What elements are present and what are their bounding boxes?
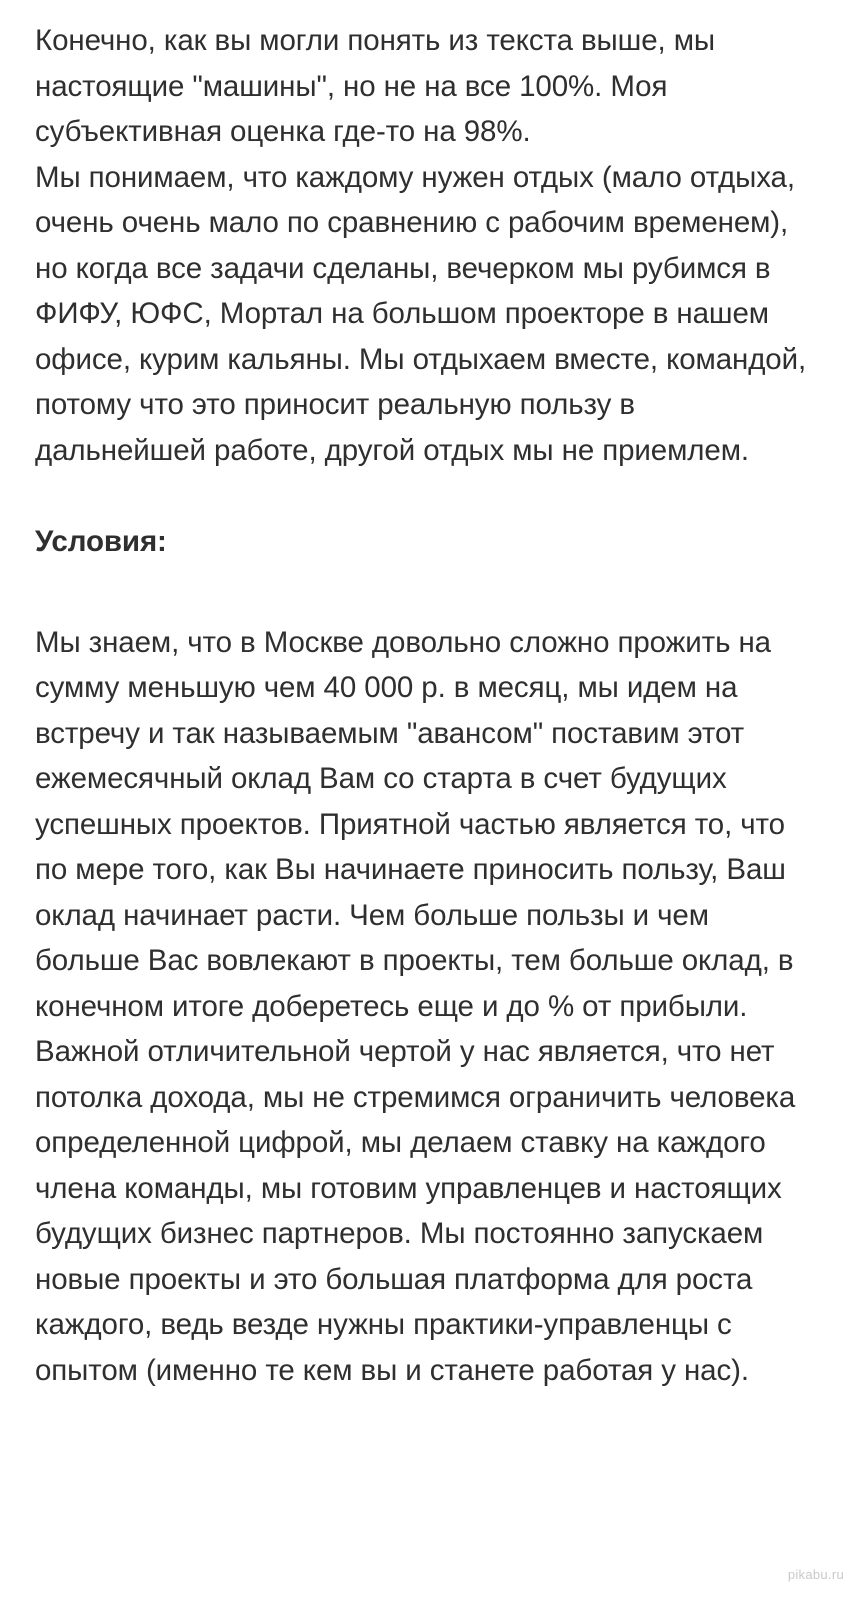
pikabu-watermark: pikabu.ru	[787, 1567, 844, 1582]
paragraph-conditions: Мы знаем, что в Москве довольно сложно прожить на сумму меньшую чем 40 000 р. в месяц, мы идем на встречу и так называемым "авансом" поставим этот ежемесячный оклад Вам со старта в счет будущих успешных проектов. Приятной частью является то, что по мере того, как Вы начинаете приносить пользу, Ваш оклад начинает расти. Чем больше пользы и чем больше Вас вовлекают в проекты, тем больше оклад, в конечном итоге доберетесь еще и до % от прибыли. Важной отличительной чертой у нас является, что нет потолка дохода, мы не стремимся ограничить человека определенной цифрой, мы делаем ставку на каждого члена команды, мы готовим управленцев и настоящих будущих бизнес партнеров. Мы постоянно запускаем новые проекты и это большая платформа для роста каждого, ведь везде нужны практики-управленцы с опытом (именно те кем вы и станете работая у нас).	[35, 625, 796, 1387]
heading-spacer	[35, 565, 807, 620]
paragraph-spacer	[35, 473, 807, 519]
paragraph-machines: Конечно, как вы могли понять из текста выше, мы настоящие "машины", но не на все 100%. Моя субъективная оценка где-то на 98%.	[35, 24, 715, 148]
article-body	[35, 18, 807, 1393]
heading-conditions: Условия:	[35, 525, 167, 558]
paragraph-rest: Мы понимаем, что каждому нужен отдых (мало отдыха, очень очень мало по сравнению с рабочим временем), но когда все задачи сделаны, вечерком мы рубимся в ФИФУ, ЮФС, Мортал на большом проекторе в нашем офисе, курим кальяны. Мы отдыхаем вместе, командой, потому что это приносит реальную пользу в дальнейшей работе, другой отдых мы не приемлем.	[35, 160, 807, 467]
